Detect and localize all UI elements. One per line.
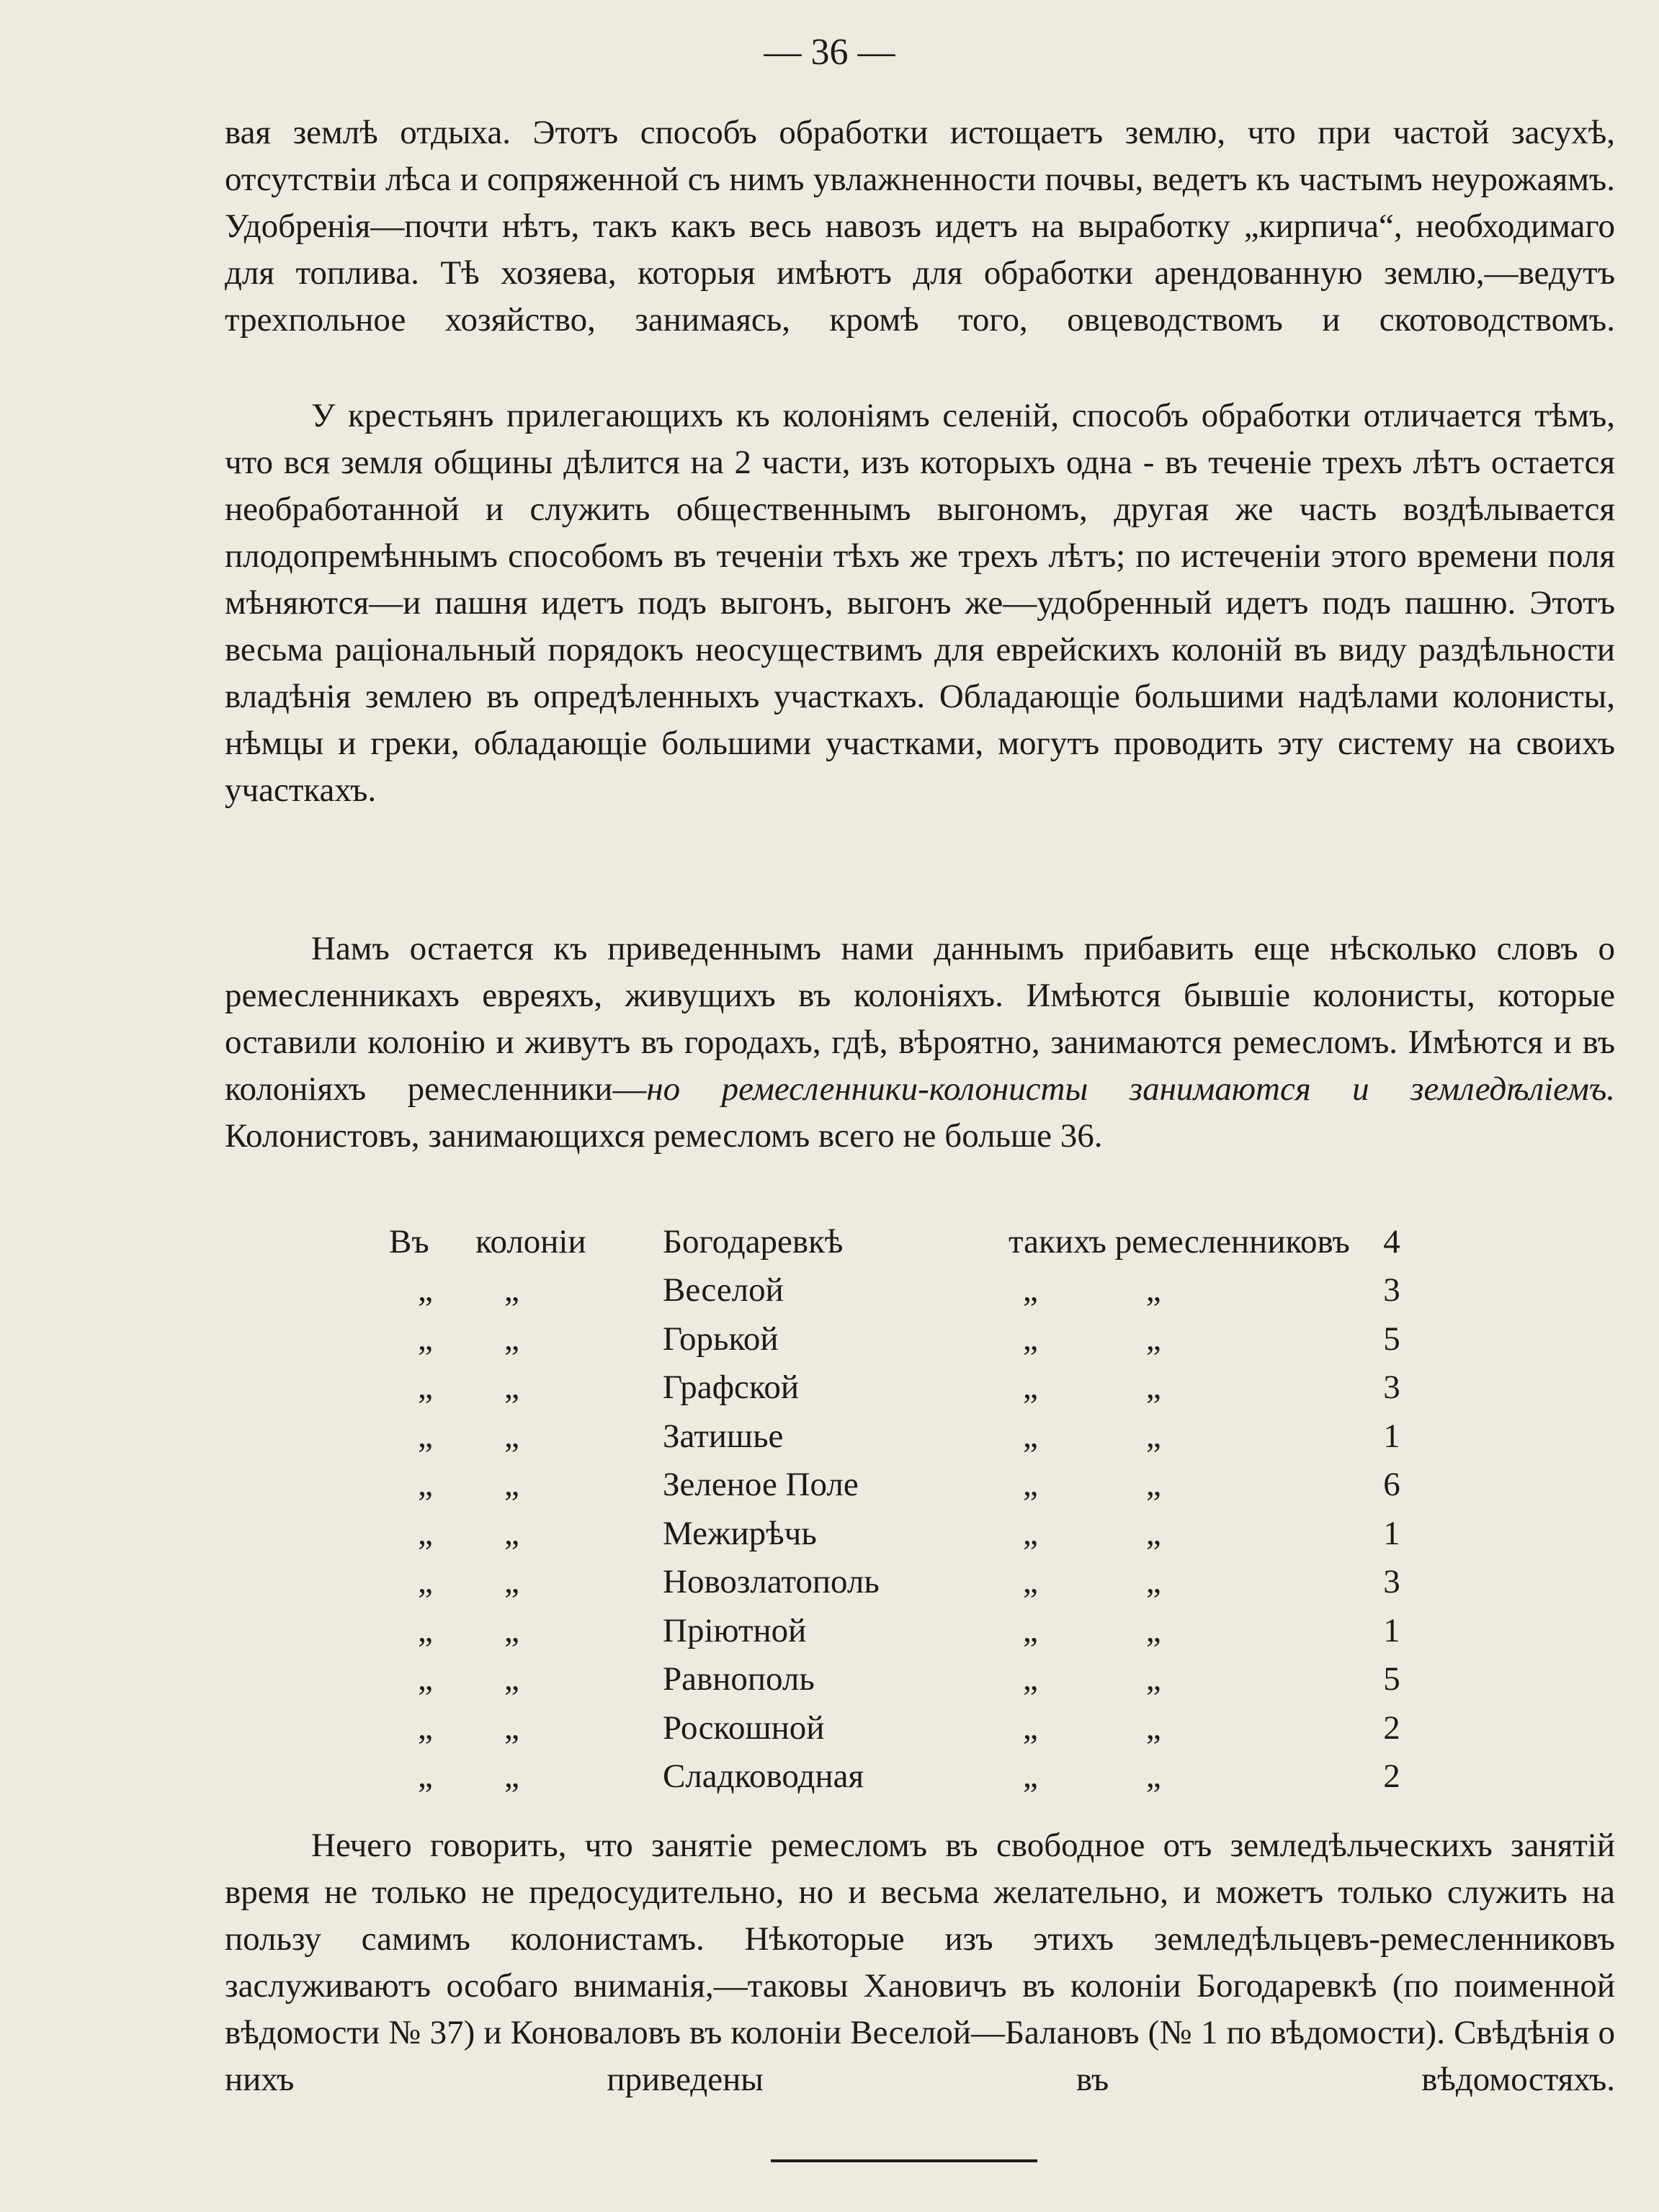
ditto-mark-cell xyxy=(389,1315,475,1364)
craftsmen-count: 1 xyxy=(1383,1417,1400,1455)
ditto-mark-cell xyxy=(389,1461,475,1510)
colony-name-cell xyxy=(663,1558,1009,1607)
ditto-mark-cell xyxy=(389,1703,475,1752)
craftsmen-count-cell xyxy=(1350,1461,1400,1510)
ditto-mark: „ xyxy=(504,1611,519,1649)
table-row xyxy=(389,1266,1400,1315)
craftsmen-count-cell xyxy=(1350,1266,1400,1315)
ditto-mark: „ xyxy=(1145,1271,1161,1309)
ditto-mark: „ xyxy=(1023,1611,1038,1649)
craftsmen-count: 2 xyxy=(1383,1757,1400,1796)
craftsmen-count: 4 xyxy=(1383,1222,1400,1261)
colony-name-cell xyxy=(663,1655,1009,1704)
paragraph-3-start: Намъ остается къ приведеннымъ нами даннымъ прибавить еще нѣсколько словъ о ремесленникахъ евреяхъ, живущихъ въ колоніяхъ. Имѣются бывшіе колонисты, которые оставили колонію и живутъ въ городахъ, гдѣ, вѣроятно, занимаются ремесломъ. Имѣются и въ колоніяхъ ремесленники— xyxy=(225,930,1615,1108)
ditto-mark-cell xyxy=(389,1655,475,1704)
craftsmen-table xyxy=(389,1217,1400,1801)
ditto-mark: „ xyxy=(1023,1709,1038,1747)
ditto-mark: „ xyxy=(418,1417,433,1455)
ditto-mark-cell xyxy=(475,1461,663,1510)
paragraph-2: У крестьянъ прилегающихъ къ колоніямъ селеній, способъ обработки отличается тѣмъ, что вся земля общины дѣлится на 2 части, изъ которыхъ одна - въ теченіе трехъ лѣтъ остается необработанной и служить общественнымъ выгономъ, другая же часть воздѣлывается плодопремѣннымъ способомъ въ теченіи тѣхъ же трехъ лѣтъ; по истеченіи этого времени поля мѣняются—и пашня идетъ подъ выгонъ, выгонъ же—удобренный идетъ подъ пашню. Этотъ весьма раціональный порядокъ неосуществимъ для еврейскихъ колоній въ виду раздѣльности владѣнія землею въ опредѣленныхъ участкахъ. Обладающіе большими надѣлами колонисты, нѣмцы и греки, обладающіе большими участками, могутъ проводить эту систему на своихъ участкахъ. xyxy=(225,397,1615,809)
ditto-mark: „ xyxy=(1023,1514,1038,1552)
colony-name: Затишье xyxy=(663,1417,784,1455)
ditto-mark: „ xyxy=(1145,1611,1161,1649)
ditto-mark: „ xyxy=(418,1369,433,1407)
craftsmen-count-cell xyxy=(1350,1655,1400,1704)
paragraph-4-block xyxy=(225,1822,1615,2103)
ditto-mark: „ xyxy=(1145,1369,1161,1407)
colony-name: Веселой xyxy=(663,1271,784,1309)
ditto-mark: „ xyxy=(418,1466,433,1504)
ditto-pair-cell xyxy=(1009,1315,1350,1364)
table-row xyxy=(389,1412,1400,1461)
ditto-pair-cell xyxy=(1009,1655,1350,1704)
colony-name: Сладководная xyxy=(663,1757,864,1796)
craftsmen-count: 1 xyxy=(1383,1514,1400,1552)
craftsmen-count: 3 xyxy=(1383,1563,1400,1601)
craftsmen-count-cell xyxy=(1350,1509,1400,1558)
ditto-pair-cell xyxy=(1009,1606,1350,1655)
craftsmen-count: 1 xyxy=(1383,1611,1400,1649)
colony-name: Пріютной xyxy=(663,1611,807,1649)
craftsmen-count-cell xyxy=(1350,1364,1400,1412)
colony-name-cell xyxy=(663,1315,1009,1364)
ditto-mark: „ xyxy=(1023,1369,1038,1407)
craftsmen-count-cell xyxy=(1350,1558,1400,1607)
ditto-mark-cell xyxy=(475,1752,663,1801)
colony-name: Равнополь xyxy=(663,1660,815,1698)
ditto-mark: „ xyxy=(1023,1660,1038,1698)
ditto-mark: „ xyxy=(504,1514,519,1552)
paragraph-1-block xyxy=(225,109,1615,344)
table-row xyxy=(389,1606,1400,1655)
ditto-pair-cell xyxy=(1009,1461,1350,1510)
ditto-mark: „ xyxy=(418,1271,433,1309)
ditto-mark: „ xyxy=(1023,1563,1038,1601)
ditto-mark-cell xyxy=(389,1509,475,1558)
ditto-mark-cell xyxy=(475,1266,663,1315)
ditto-mark: „ xyxy=(504,1417,519,1455)
paragraph-4: Нечего говорить, что занятіе ремесломъ въ свободное отъ земледѣльческихъ занятій время не только не предосудительно, но и весьма желательно, и можетъ только служить на пользу самимъ колонистамъ. Нѣкоторые изъ этихъ земледѣльцевъ-ремесленниковъ заслуживаютъ особаго вниманія,—таковы Хановичъ въ колоніи Богодаревкѣ (по поименной вѣдомости № 37) и Коноваловъ въ колоніи Веселой—Балановъ (№ 1 по вѣдомости). Свѣдѣнія о нихъ приведены въ вѣдомостяхъ. xyxy=(225,1827,1615,2098)
colony-name: Роскошной xyxy=(663,1709,825,1747)
ditto-mark-cell xyxy=(389,1266,475,1315)
ditto-mark: „ xyxy=(504,1757,519,1796)
ditto-mark: „ xyxy=(1145,1466,1161,1504)
row-suffix-cell xyxy=(1009,1217,1350,1266)
ditto-mark: „ xyxy=(504,1271,519,1309)
craftsmen-count: 3 xyxy=(1383,1369,1400,1407)
colony-name: Горькой xyxy=(663,1320,779,1358)
ditto-pair-cell xyxy=(1009,1558,1350,1607)
colony-name-cell xyxy=(663,1217,1009,1266)
paragraph-3-block xyxy=(225,926,1615,1160)
ditto-mark: „ xyxy=(504,1369,519,1407)
ditto-mark: „ xyxy=(504,1320,519,1358)
table-row xyxy=(389,1364,1400,1412)
ditto-mark: „ xyxy=(504,1563,519,1601)
table-row xyxy=(389,1315,1400,1364)
colony-name-cell xyxy=(663,1364,1009,1412)
ditto-pair-cell xyxy=(1009,1509,1350,1558)
ditto-pair-cell xyxy=(1009,1703,1350,1752)
table-row xyxy=(389,1752,1400,1801)
ditto-mark-cell xyxy=(475,1606,663,1655)
table-row xyxy=(389,1558,1400,1607)
closing-rule xyxy=(771,2159,1037,2162)
table-row xyxy=(389,1655,1400,1704)
ditto-mark: „ xyxy=(1023,1271,1038,1309)
colony-name-cell xyxy=(663,1606,1009,1655)
colony-name-cell xyxy=(663,1461,1009,1510)
row-colony-word: колоніи xyxy=(475,1222,586,1261)
colony-name-cell xyxy=(663,1509,1009,1558)
ditto-mark: „ xyxy=(1145,1709,1161,1747)
ditto-mark: „ xyxy=(418,1757,433,1796)
craftsmen-count-cell xyxy=(1350,1752,1400,1801)
colony-name: Богодаревкѣ xyxy=(663,1222,844,1261)
ditto-mark: „ xyxy=(1145,1417,1161,1455)
table-row xyxy=(389,1217,1400,1266)
ditto-mark: „ xyxy=(418,1320,433,1358)
table-row xyxy=(389,1509,1400,1558)
ditto-mark: „ xyxy=(1145,1660,1161,1698)
row-colony-word-cell xyxy=(475,1217,663,1266)
ditto-mark: „ xyxy=(504,1660,519,1698)
ditto-mark: „ xyxy=(418,1660,433,1698)
ditto-pair-cell xyxy=(1009,1752,1350,1801)
ditto-pair-cell xyxy=(1009,1412,1350,1461)
ditto-mark: „ xyxy=(418,1709,433,1747)
row-suffix: такихъ ремесленниковъ xyxy=(1009,1222,1350,1261)
ditto-mark-cell xyxy=(475,1703,663,1752)
colony-name-cell xyxy=(663,1703,1009,1752)
craftsmen-count-cell xyxy=(1350,1412,1400,1461)
paragraph-2-block xyxy=(225,393,1615,814)
colony-name: Новозлатополь xyxy=(663,1563,880,1601)
ditto-mark-cell xyxy=(475,1655,663,1704)
ditto-mark: „ xyxy=(1145,1320,1161,1358)
ditto-mark: „ xyxy=(1145,1757,1161,1796)
ditto-pair-cell xyxy=(1009,1364,1350,1412)
ditto-mark: „ xyxy=(504,1466,519,1504)
ditto-mark-cell xyxy=(389,1364,475,1412)
craftsmen-count: 3 xyxy=(1383,1271,1400,1309)
craftsmen-count-cell xyxy=(1350,1703,1400,1752)
colony-name: Межирѣчь xyxy=(663,1514,817,1552)
page-number: — 36 — xyxy=(764,32,895,73)
craftsmen-count-cell xyxy=(1350,1606,1400,1655)
ditto-mark-cell xyxy=(389,1412,475,1461)
ditto-mark: „ xyxy=(1023,1757,1038,1796)
ditto-mark-cell xyxy=(475,1558,663,1607)
craftsmen-count: 5 xyxy=(1383,1320,1400,1358)
ditto-mark: „ xyxy=(1145,1563,1161,1601)
ditto-mark-cell xyxy=(389,1752,475,1801)
colony-name: Зеленое Поле xyxy=(663,1466,859,1504)
ditto-mark: „ xyxy=(504,1709,519,1747)
ditto-mark-cell xyxy=(475,1412,663,1461)
colony-name-cell xyxy=(663,1266,1009,1315)
craftsmen-table-body xyxy=(389,1217,1400,1801)
ditto-mark: „ xyxy=(1023,1320,1038,1358)
ditto-mark-cell xyxy=(475,1509,663,1558)
ditto-mark: „ xyxy=(418,1611,433,1649)
craftsmen-count-cell xyxy=(1350,1315,1400,1364)
ditto-mark-cell xyxy=(389,1558,475,1607)
colony-name-cell xyxy=(663,1412,1009,1461)
paragraph-3-end: Колонистовъ, занимающихся ремесломъ всего не больше 36. xyxy=(225,1117,1103,1155)
ditto-mark-cell xyxy=(475,1315,663,1364)
craftsmen-count: 5 xyxy=(1383,1660,1400,1698)
ditto-pair-cell xyxy=(1009,1266,1350,1315)
row-prefix: Въ xyxy=(389,1222,429,1261)
craftsmen-count: 2 xyxy=(1383,1709,1400,1747)
ditto-mark: „ xyxy=(418,1514,433,1552)
table-row xyxy=(389,1461,1400,1510)
craftsmen-count-cell xyxy=(1350,1217,1400,1266)
paragraph-1: вая землѣ отдыха. Этотъ способъ обработки истощаетъ землю, что при частой засухѣ, отсутствіи лѣса и сопряженной съ нимъ увлажненности почвы, ведетъ къ частымъ неурожаямъ. Удобренія—почти нѣтъ, такъ какъ весь навозъ идетъ на выработку „кирпича“, необходимаго для топлива. Тѣ хозяева, которыя имѣютъ для обработки арендованную землю,—ведутъ трехпольное хозяйство, занимаясь, кромѣ того, овцеводствомъ и скотоводствомъ. xyxy=(225,114,1615,339)
ditto-mark: „ xyxy=(1145,1514,1161,1552)
ditto-mark-cell xyxy=(475,1364,663,1412)
craftsmen-count: 6 xyxy=(1383,1466,1400,1504)
paragraph-3 xyxy=(225,926,1615,1160)
table-row xyxy=(389,1703,1400,1752)
row-prefix-cell xyxy=(389,1217,475,1266)
ditto-mark: „ xyxy=(1023,1466,1038,1504)
paragraph-3-italic: но ремесленники-колонисты занимаются и земледѣліемъ. xyxy=(646,1070,1615,1108)
ditto-mark-cell xyxy=(389,1606,475,1655)
colony-name-cell xyxy=(663,1752,1009,1801)
colony-name: Графской xyxy=(663,1369,799,1407)
ditto-mark: „ xyxy=(1023,1417,1038,1455)
ditto-mark: „ xyxy=(418,1563,433,1601)
